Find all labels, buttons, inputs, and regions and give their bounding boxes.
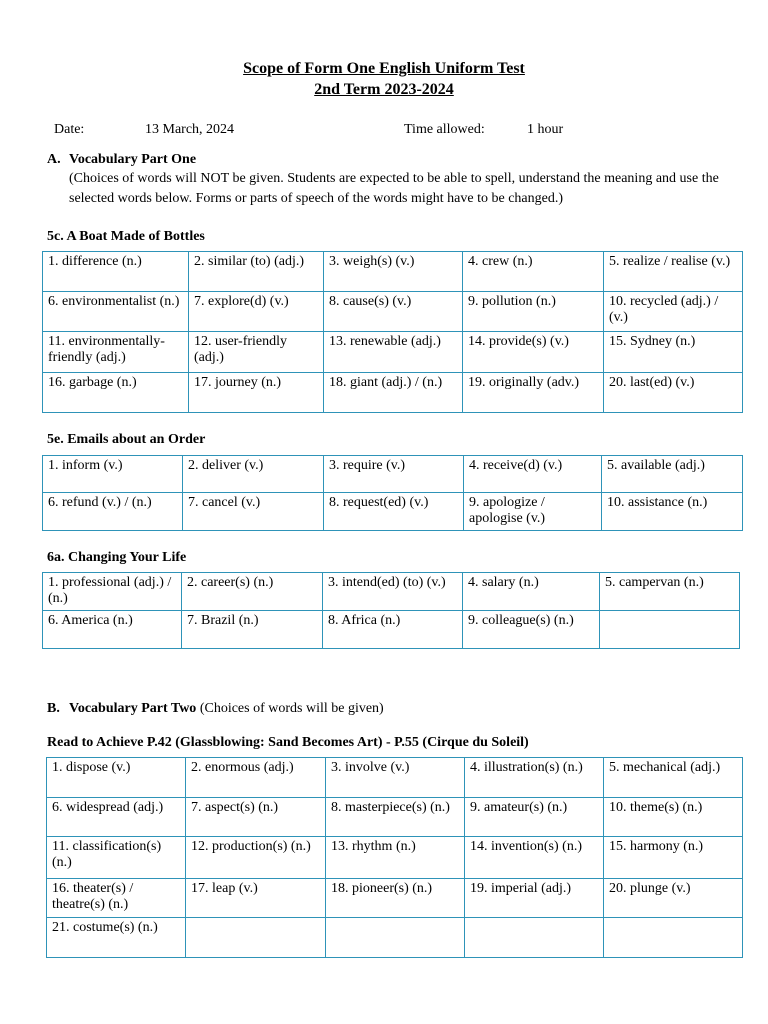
- vocabulary-cell: 19. imperial (adj.): [465, 879, 604, 918]
- document-title: Scope of Form One English Uniform Test: [243, 60, 525, 77]
- vocabulary-cell: 9. amateur(s) (n.): [465, 798, 604, 837]
- table-row: [43, 611, 740, 649]
- vocabulary-cell: 6. refund (v.) / (n.): [43, 493, 183, 531]
- vocabulary-cell: 12. user-friendly (adj.): [189, 332, 324, 373]
- vocabulary-cell: 3. intend(ed) (to) (v.): [323, 573, 463, 611]
- vocabulary-cell: 4. receive(d) (v.): [464, 456, 602, 493]
- empty-cell: [186, 918, 326, 958]
- vocabulary-cell: 2. enormous (adj.): [186, 758, 326, 798]
- vocabulary-cell: 2. deliver (v.): [183, 456, 324, 493]
- vocabulary-cell: 6. widespread (adj.): [47, 798, 186, 837]
- vocabulary-cell: 15. Sydney (n.): [604, 332, 743, 373]
- unit-5e-word-table: [42, 455, 743, 531]
- vocabulary-cell: 6. environmentalist (n.): [43, 292, 189, 332]
- empty-cell: [326, 918, 465, 958]
- vocabulary-cell: 8. Africa (n.): [323, 611, 463, 649]
- vocabulary-cell: 1. inform (v.): [43, 456, 183, 493]
- vocabulary-cell: 17. leap (v.): [186, 879, 326, 918]
- table-row: [43, 573, 740, 611]
- empty-cell: [465, 918, 604, 958]
- vocabulary-cell: 10. assistance (n.): [602, 493, 743, 531]
- vocabulary-cell: 11. environmentally-friendly (adj.): [43, 332, 189, 373]
- unit-6a-word-table: [42, 572, 740, 649]
- vocabulary-cell: 4. crew (n.): [463, 252, 604, 292]
- vocabulary-cell: 21. costume(s) (n.): [47, 918, 186, 958]
- table-row: [43, 456, 743, 493]
- time-allowed-label: Time allowed:: [404, 122, 485, 137]
- table-row: [43, 252, 743, 292]
- vocabulary-cell: 7. explore(d) (v.): [189, 292, 324, 332]
- section-a-letter: A.: [47, 152, 61, 167]
- time-allowed-value: 1 hour: [527, 122, 564, 137]
- section-a-title: Vocabulary Part One: [69, 152, 197, 167]
- section-a-description: (Choices of words will NOT be given. Students are expected to be able to spell, understand the meaning and use the selected words below. Forms or parts of speech of the words might have to be changed.): [69, 171, 719, 206]
- vocabulary-cell: 2. career(s) (n.): [182, 573, 323, 611]
- empty-cell: [600, 611, 740, 649]
- table-row: [43, 332, 743, 373]
- document-term: 2nd Term 2023-2024: [314, 81, 454, 98]
- vocabulary-cell: 8. request(ed) (v.): [324, 493, 464, 531]
- table-row: [43, 373, 743, 413]
- table-row: [47, 837, 743, 879]
- vocabulary-cell: 4. illustration(s) (n.): [465, 758, 604, 798]
- vocabulary-cell: 17. journey (n.): [189, 373, 324, 413]
- section-b-note: (Choices of words will be given): [199, 701, 384, 716]
- section-b-heading: [47, 700, 384, 717]
- vocabulary-cell: 1. professional (adj.) / (n.): [43, 573, 182, 611]
- unit-5c-heading: 5c. A Boat Made of Bottles: [47, 229, 205, 244]
- vocabulary-cell: 1. dispose (v.): [47, 758, 186, 798]
- reading-heading: Read to Achieve P.42 (Glassblowing: Sand Becomes Art) - P.55 (Cirque du Soleil): [47, 735, 529, 750]
- vocabulary-cell: 15. harmony (n.): [604, 837, 743, 879]
- vocabulary-cell: 7. Brazil (n.): [182, 611, 323, 649]
- table-row: [47, 758, 743, 798]
- vocabulary-cell: 2. similar (to) (adj.): [189, 252, 324, 292]
- vocabulary-cell: 20. last(ed) (v.): [604, 373, 743, 413]
- vocabulary-cell: 9. apologize / apologise (v.): [464, 493, 602, 531]
- section-a-heading: [47, 151, 196, 168]
- vocabulary-cell: 8. cause(s) (v.): [324, 292, 463, 332]
- test-info-row: [54, 121, 734, 139]
- unit-5c-word-table: [42, 251, 743, 413]
- table-row: [47, 918, 743, 958]
- vocabulary-cell: 20. plunge (v.): [604, 879, 743, 918]
- vocabulary-cell: 8. masterpiece(s) (n.): [326, 798, 465, 837]
- vocabulary-cell: 5. mechanical (adj.): [604, 758, 743, 798]
- vocabulary-cell: 14. provide(s) (v.): [463, 332, 604, 373]
- vocabulary-cell: 18. pioneer(s) (n.): [326, 879, 465, 918]
- vocabulary-cell: 10. recycled (adj.) / (v.): [604, 292, 743, 332]
- document-header: [0, 58, 768, 100]
- vocabulary-cell: 7. cancel (v.): [183, 493, 324, 531]
- vocabulary-cell: 3. require (v.): [324, 456, 464, 493]
- vocabulary-cell: 9. pollution (n.): [463, 292, 604, 332]
- vocabulary-cell: 4. salary (n.): [463, 573, 600, 611]
- table-row: [47, 879, 743, 918]
- vocabulary-cell: 11. classification(s) (n.): [47, 837, 186, 879]
- empty-cell: [604, 918, 743, 958]
- vocabulary-cell: 3. weigh(s) (v.): [324, 252, 463, 292]
- vocabulary-cell: 6. America (n.): [43, 611, 182, 649]
- vocabulary-cell: 5. available (adj.): [602, 456, 743, 493]
- vocabulary-cell: 16. theater(s) / theatre(s) (n.): [47, 879, 186, 918]
- date-value: 13 March, 2024: [145, 122, 235, 137]
- unit-5e-heading: 5e. Emails about an Order: [47, 432, 206, 447]
- vocabulary-cell: 13. rhythm (n.): [326, 837, 465, 879]
- reading-word-table: [46, 757, 743, 958]
- unit-6a-heading: 6a. Changing Your Life: [47, 550, 187, 565]
- date-label: Date:: [54, 122, 85, 137]
- table-row: [47, 798, 743, 837]
- vocabulary-cell: 1. difference (n.): [43, 252, 189, 292]
- vocabulary-cell: 5. realize / realise (v.): [604, 252, 743, 292]
- section-b-letter: B.: [47, 701, 60, 716]
- vocabulary-cell: 12. production(s) (n.): [186, 837, 326, 879]
- vocabulary-cell: 13. renewable (adj.): [324, 332, 463, 373]
- table-row: [43, 493, 743, 531]
- vocabulary-cell: 14. invention(s) (n.): [465, 837, 604, 879]
- vocabulary-cell: 10. theme(s) (n.): [604, 798, 743, 837]
- vocabulary-cell: 9. colleague(s) (n.): [463, 611, 600, 649]
- table-row: [43, 292, 743, 332]
- vocabulary-cell: 16. garbage (n.): [43, 373, 189, 413]
- section-b-title: Vocabulary Part Two: [69, 701, 197, 716]
- vocabulary-cell: 3. involve (v.): [326, 758, 465, 798]
- vocabulary-cell: 19. originally (adv.): [463, 373, 604, 413]
- vocabulary-cell: 7. aspect(s) (n.): [186, 798, 326, 837]
- vocabulary-cell: 5. campervan (n.): [600, 573, 740, 611]
- vocabulary-cell: 18. giant (adj.) / (n.): [324, 373, 463, 413]
